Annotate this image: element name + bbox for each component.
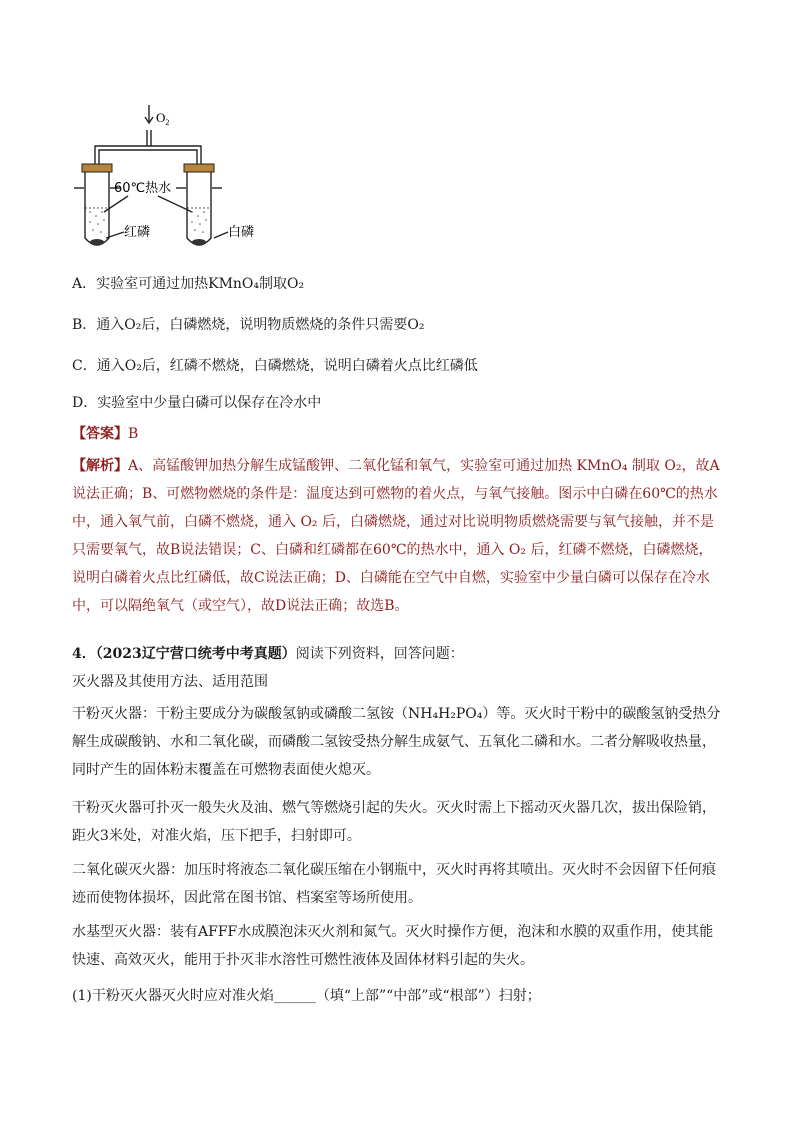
analysis-paragraph bbox=[72, 452, 726, 620]
left-stopper bbox=[82, 164, 112, 172]
material-paragraph-3: 二氧化碳灭火器：加压时将液态二氧化碳压缩在小钢瓶中，灭火时再将其喷出。灭火时不会因留下任何痕迹而使物体损坏，因此常在图书馆、档案室等场所使用。 bbox=[72, 862, 716, 906]
right-test-tube bbox=[176, 172, 222, 245]
option-c: C．通入O₂后，红磷不燃烧，白磷燃烧，说明白磷着火点比红磷低 bbox=[72, 358, 478, 374]
answer-value: B bbox=[128, 426, 139, 442]
material-heading: 灭火器及其使用方法、适用范围 bbox=[72, 674, 268, 690]
apparatus-figure bbox=[60, 100, 280, 260]
question-number: 4． bbox=[72, 646, 96, 662]
material-paragraph-2: 干粉灭火器可扑灭一般失火及油、燃气等燃烧引起的失火。灭火时需上下摇动灭火器几次，拔出保险销，距火3米处，对准火焰，压下把手，扫射即可。 bbox=[72, 800, 716, 844]
right-stopper bbox=[184, 164, 214, 172]
water-label: 60℃热水 bbox=[114, 181, 172, 196]
option-d: D．实验室中少量白磷可以保存在冷水中 bbox=[72, 395, 322, 411]
analysis-text: A、高锰酸钾加热分解生成锰酸钾、二氧化锰和氧气，实验室可通过加热 KMnO₄ 制取 O₂，故A说法正确；B、可燃物燃烧的条件是：温度达到可燃物的着火点，与氧气接触。图示中白磷在60℃的热水中，通入氧气前，白磷不燃烧，通入 O₂ 后，白磷燃烧，通过对比说明物质燃烧需要与氧气接触，并不是只需要氧气，故B说法错误；C、白磷和红磷都在60℃的热水中，通入 O₂ 后，红磷不燃烧，白磷燃烧，说明白磷着火点比红磷低，故C说法正确；D、白磷能在空气中自燃，实验室中少量白磷可以保存在冷水中，可以隔绝氧气（或空气），故D说法正确；故选B。 bbox=[72, 458, 720, 614]
analysis-label: 【解析】 bbox=[72, 458, 128, 474]
question-source: （2023辽宁营口统考中考真题） bbox=[95, 646, 296, 662]
sub-question-1: (1)干粉灭火器灭火时应对准火焰______（填“上部”“中部”或“根部”）扫射； bbox=[72, 988, 541, 1004]
o2-label: $O_2$ bbox=[156, 110, 170, 127]
answer-label: 【答案】 bbox=[72, 426, 128, 442]
material-paragraph-1: 干粉灭火器：干粉主要成分为碳酸氢钠或磷酸二氢铵（NH₄H₂PO₄）等。灭火时干粉中的碳酸氢钠受热分解生成碳酸钠、水和二氧化碳，而磷酸二氢铵受热分解生成氨气、五氧化二磷和水。二者分解吸收热量，同时产生的固体粉末覆盖在可燃物表面使火熄灭。 bbox=[72, 706, 721, 778]
white-phosphorus-label: 白磷 bbox=[228, 225, 255, 240]
red-phosphorus-label: 红磷 bbox=[124, 225, 151, 240]
material-paragraph-4: 水基型灭火器：装有AFFF水成膜泡沫灭火剂和氮气。灭火时操作方便，泡沫和水膜的双重作用，使其能快速、高效灭火，能用于扑灭非水溶性可燃性液体及固体材料引起的失火。 bbox=[72, 924, 714, 968]
red-phosphorus bbox=[90, 239, 104, 245]
option-a: A．实验室可通过加热KMnO₄制取O₂ bbox=[72, 276, 305, 292]
answer-line bbox=[72, 424, 138, 444]
question-4-header bbox=[72, 644, 464, 664]
option-b: B．通入O₂后，白磷燃烧，说明物质燃烧的条件只需要O₂ bbox=[72, 317, 425, 333]
white-phosphorus bbox=[192, 239, 206, 245]
question-prompt: 阅读下列资料，回答问题： bbox=[295, 646, 464, 662]
